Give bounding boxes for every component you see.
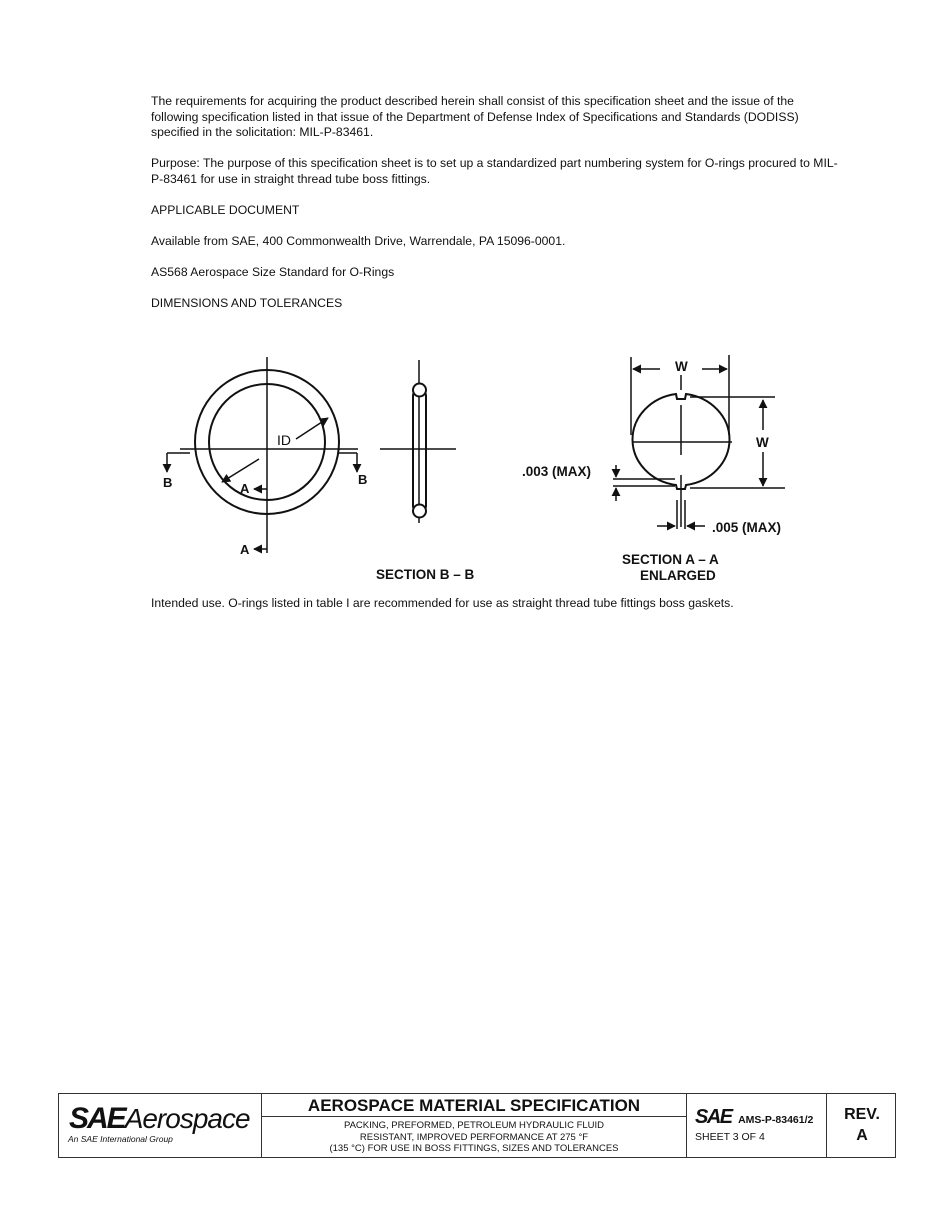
heading-applicable-document: APPLICABLE DOCUMENT xyxy=(151,203,300,217)
sae-aerospace-logo xyxy=(69,1102,250,1136)
document-number-cell xyxy=(687,1094,827,1157)
label-a-inner: A xyxy=(240,481,250,496)
doc-sae-logo: SAE xyxy=(695,1106,732,1128)
paragraph-purpose: Purpose: The purpose of this specification sheet is to set up a standardized part numbering system for O-rings procured to MIL-P-83461 for use in straight thread tube boss fittings. xyxy=(151,156,838,186)
label-id: ID xyxy=(277,432,291,448)
revision-label: REV. xyxy=(844,1106,880,1123)
subtitle-line-2: RESISTANT, IMPROVED PERFORMANCE AT 275 °F xyxy=(359,1131,589,1143)
o-ring-plan-view xyxy=(167,357,358,553)
label-section-aa: SECTION A – A xyxy=(622,552,719,567)
label-b-right: B xyxy=(358,472,368,487)
o-ring-diagram xyxy=(150,345,810,590)
paragraph-requirements: The requirements for acquiring the product described herein shall consist of this specification sheet and the issue of the following specification listed in that issue of the Department of Defense Index of Specifications and Standards (DODISS) specified in the solicitation: MIL-P-83461. xyxy=(151,94,799,140)
title-block xyxy=(58,1093,896,1158)
paragraph-as568: AS568 Aerospace Size Standard for O-Rings xyxy=(151,265,395,279)
doc-number-row xyxy=(695,1106,813,1129)
label-section-bb: SECTION B – B xyxy=(376,567,475,582)
label-b-left: B xyxy=(163,475,173,490)
document-title: AEROSPACE MATERIAL SPECIFICATION xyxy=(262,1094,686,1117)
label-dim-003: .003 (MAX) xyxy=(522,464,592,479)
label-w-side: W xyxy=(756,435,769,450)
label-enlarged: ENLARGED xyxy=(640,568,716,583)
label-a-outer: A xyxy=(240,542,250,557)
heading-dimensions: DIMENSIONS AND TOLERANCES xyxy=(151,296,343,310)
document-subtitle xyxy=(262,1120,686,1155)
sheet-number: SHEET 3 OF 4 xyxy=(695,1131,765,1143)
logo-aerospace-word: Aerospace xyxy=(124,1103,250,1134)
subtitle-line-1: PACKING, PREFORMED, PETROLEUM HYDRAULIC FLUID xyxy=(343,1120,605,1131)
document-number: AMS-P-83461/2 xyxy=(738,1114,814,1126)
logo-cell xyxy=(59,1094,262,1157)
revision-cell xyxy=(827,1094,897,1157)
paragraph-availability: Available from SAE, 400 Commonwealth Drive, Warrendale, PA 15096-0001. xyxy=(151,234,566,248)
label-dim-005: .005 (MAX) xyxy=(712,520,782,535)
logo-sae-mark: SAE xyxy=(69,1102,125,1135)
revision-value: A xyxy=(856,1127,868,1144)
o-ring-side-view xyxy=(380,360,456,523)
label-w-top: W xyxy=(675,359,688,374)
paragraph-intended-use: Intended use. O-rings listed in table I are recommended for use as straight thread tube fittings boss gaskets. xyxy=(151,596,734,610)
title-cell xyxy=(262,1094,687,1157)
subtitle-line-3: (135 °C) FOR USE IN BOSS FITTINGS, SIZES AND TOLERANCES xyxy=(329,1143,619,1154)
logo-tagline: An SAE International Group xyxy=(68,1134,173,1144)
